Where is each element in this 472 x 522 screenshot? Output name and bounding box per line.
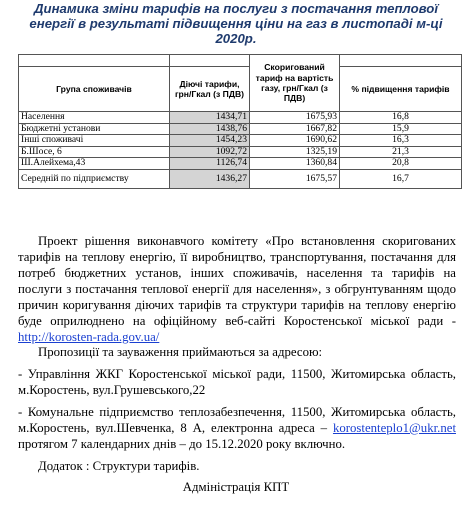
signature: Адміністрація КПТ [182,480,290,494]
cell-group: Інші споживачі [19,135,170,147]
cell-adjusted: 1360,84 [250,158,340,170]
council-website-link[interactable]: http://korosten-rada.gov.ua/ [18,330,160,344]
cell-group: Середній по підприємству [19,169,170,188]
cell-adjusted: 1675,57 [250,169,340,188]
cell-increase: 20,8 [340,158,462,170]
deadline-text: протягом 7 календарних днів – до 15.12.2020 року включно. [18,437,346,451]
cell-adjusted: 1690,62 [250,135,340,147]
cell-group: Населення [19,112,170,124]
cell-increase: 16,3 [340,135,462,147]
project-text: Проект рішення виконавчого комітету «Про встановлення скоригованих тарифів на теплову енергію, її виробництво, транспортування, постачання для потреб бюджетних установ, інших споживачів, населення та тарифів на послуги з постачання теплової енергії для населення», з обгрунтуванням щодо причин коригування діючих тарифів та структури тарифів на теплову енергію буде оприлюднено на офіційному веб-сайті Коростенської міської ради - [18,234,456,328]
cell-adjusted: 1675,93 [250,112,340,124]
appendix-note: Додаток : Структури тарифів. [38,459,200,473]
cell-current: 1092,72 [170,146,250,158]
table-row [19,146,462,158]
table-row [19,123,462,135]
tariff-table [18,54,462,189]
cell-adjusted: 1325,19 [250,146,340,158]
header-current-tariff: Діючі тарифи, грн/Гкал (з ПДВ) [170,67,250,112]
project-paragraph [18,233,456,345]
proposals-paragraph: Пропозиції та зауваження приймаються за адресою: [38,345,323,359]
header-consumer-group: Група споживачів [19,67,170,112]
table-header-row [19,67,462,112]
cell-current: 1434,71 [170,112,250,124]
cell-current: 1438,76 [170,123,250,135]
address-heating-enterprise [18,404,456,452]
cell-adjusted: 1667,82 [250,123,340,135]
cell-group: Ш.Алейхема,43 [19,158,170,170]
header-increase-percent: % підвищення тарифів [340,67,462,112]
header-spacer-increase [340,55,462,67]
header-spacer-group [19,55,170,67]
cell-current: 1454,23 [170,135,250,147]
email-link[interactable]: korostenteplo1@ukr.net [332,421,456,435]
document-title: Динамика зміни тарифів на послуги з постачання теплової енергії в результаті підвищення ціни на газ в листопаді м-ці 2020р. [29,1,443,46]
cell-group: Бюджетні установи [19,123,170,135]
cell-increase: 16,7 [340,169,462,188]
header-adjusted-tariff: Скоригований тариф на вартість газу, грн/Гкал (з ПДВ) [250,55,340,112]
table-row [19,112,462,124]
cell-current: 1436,27 [170,169,250,188]
heating-enterprise-text: - Комунальне підприємство теплозабезпечення, 11500, Житомирська область, м.Коростень, вул.Шевченка, 8 А, електронна адреса – [18,405,456,435]
table-header-spacer-row [19,55,462,67]
table-row-average [19,169,462,188]
cell-increase: 16,8 [340,112,462,124]
cell-increase: 15,9 [340,123,462,135]
header-spacer-current [170,55,250,67]
address-housing-department: - Управління ЖКГ Коростенської міської ради, 11500, Житомирська область, м.Коростень, вул.Грушевського,22 [18,367,456,397]
table-row [19,158,462,170]
cell-current: 1126,74 [170,158,250,170]
table-row [19,135,462,147]
cell-increase: 21,3 [340,146,462,158]
cell-group: Б.Шосе, 6 [19,146,170,158]
